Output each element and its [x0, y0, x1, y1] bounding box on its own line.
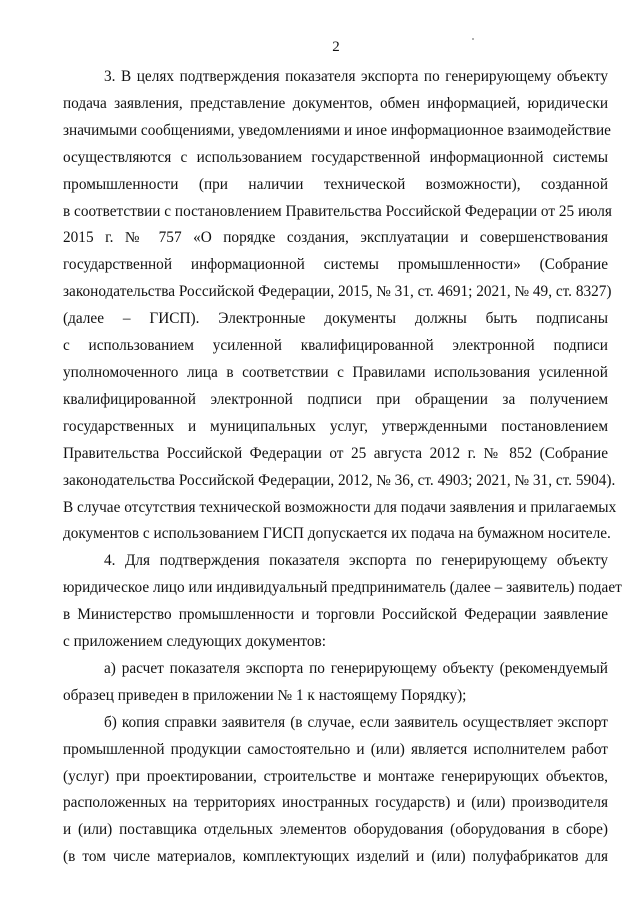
text-line: (в том числе материалов, комплектующих изделий и (или) полуфабрикатов для: [63, 848, 608, 866]
paragraph-4: [63, 548, 622, 656]
text-line: 4. Для подтверждения показателя экспорта по генерирующему объекту: [104, 552, 608, 570]
scan-speck: [472, 38, 474, 40]
text-line: подача заявления, представление документов, обмен информацией, юридически: [63, 94, 608, 112]
text-line: б) копия справки заявителя (в случае, если заявитель осуществляет экспорт: [104, 713, 608, 731]
text-line: 2015 г. № 757 «О порядке создания, эксплуатации и совершенствования: [63, 229, 608, 247]
text-line: уполномоченного лица в соответствии с Правилами использования усиленной: [63, 363, 608, 381]
text-line: юридическое лицо или индивидуальный предприниматель (далее – заявитель) подает: [63, 579, 622, 597]
text-line: В случае отсутствия технической возможности для подачи заявления и прилагаемых: [63, 498, 617, 516]
list-item-b: [63, 710, 608, 871]
text-line: государственных и муниципальных услуг, утвержденными постановлением: [63, 417, 608, 435]
list-item-a: [63, 656, 608, 710]
text-line: промышленной продукции самостоятельно и (или) является исполнителем работ: [63, 740, 608, 758]
text-line: Правительства Российской Федерации от 25 августа 2012 г. № 852 (Собрание: [63, 444, 608, 462]
text-line: (далее – ГИСП). Электронные документы должны быть подписаны: [63, 310, 608, 328]
text-line: 3. В целях подтверждения показателя экспорта по генерирующему объекту: [104, 68, 608, 85]
text-line: документов с использованием ГИСП допускается их подача на бумажном носителе.: [63, 525, 611, 543]
text-line: (услуг) при проектировании, строительстве и монтаже генерирующих объектов,: [63, 767, 608, 785]
text-line: с приложением следующих документов:: [63, 633, 327, 651]
text-line: с использованием усиленной квалифицированной электронной подписи: [63, 337, 608, 355]
text-line: и (или) поставщика отдельных элементов оборудования (оборудования в сборе): [63, 821, 608, 839]
text-line: значимыми сообщениями, уведомлениями и иное информационное взаимодействие: [63, 121, 611, 139]
text-line: квалифицированной электронной подписи при обращении за получением: [63, 390, 608, 408]
text-line: в Министерство промышленности и торговли Российской Федерации заявление: [63, 606, 608, 624]
text-line: промышленности (при наличии технической возможности), созданной: [63, 175, 608, 193]
document-body: [63, 64, 622, 871]
text-line: законодательства Российской Федерации, 2012, № 36, ст. 4903; 2021, № 31, ст. 5904).: [63, 471, 616, 489]
text-line: образец приведен в приложении № 1 к настоящему Порядку);: [63, 686, 467, 704]
text-line: государственной информационной системы промышленности» (Собрание: [63, 256, 608, 274]
page-number: 2: [332, 39, 340, 55]
text-line: расположенных на территориях иностранных государств) и (или) производителя: [63, 794, 608, 812]
text-line: осуществляются с использованием государственной информационной системы: [63, 148, 608, 166]
text-line: законодательства Российской Федерации, 2015, № 31, ст. 4691; 2021, № 49, ст. 8327): [63, 283, 612, 301]
paragraph-3: [63, 64, 617, 548]
text-line: в соответствии с постановлением Правительства Российской Федерации от 25 июля: [63, 202, 612, 220]
text-line: а) расчет показателя экспорта по генерирующему объекту (рекомендуемый: [104, 659, 608, 677]
